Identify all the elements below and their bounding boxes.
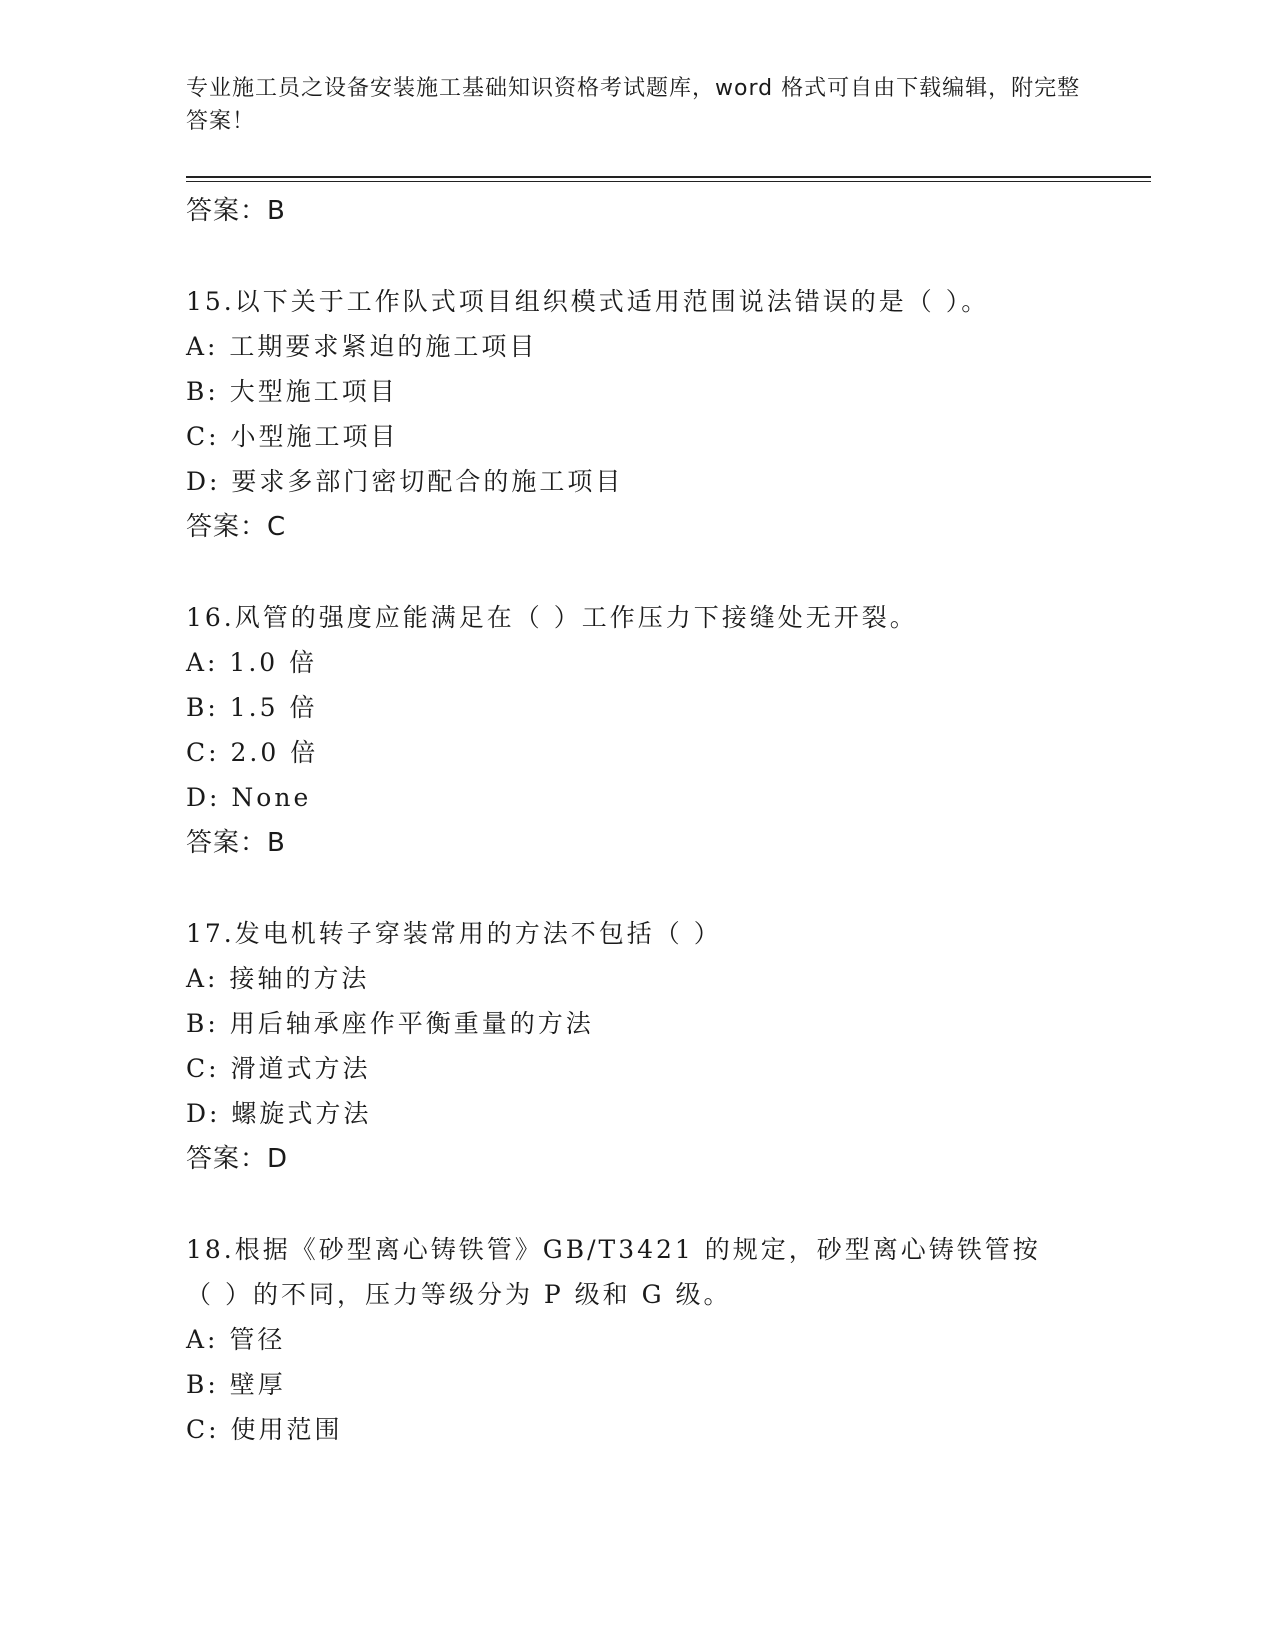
previous-answer: 答案：B <box>186 196 286 226</box>
answer-line: 答案：B <box>186 828 286 858</box>
question-stem: 18.根据《砂型离心铸铁管》GB/T3421 的规定，砂型离心铸铁管按（ ）的不同，压力等级分为 P 级和 G 级。 <box>186 1235 1041 1309</box>
option-d: D: 要求多部门密切配合的施工项目 <box>186 467 624 496</box>
option-d: D: None <box>186 783 312 812</box>
option-c: C: 2.0 倍 <box>186 738 319 767</box>
option-b: B: 1.5 倍 <box>186 693 318 722</box>
question-stem: 17.发电机转子穿装常用的方法不包括（ ） <box>186 919 722 948</box>
option-a: A: 工期要求紧迫的施工项目 <box>186 332 538 361</box>
answer-line: 答案：D <box>186 1144 289 1174</box>
option-b: B: 壁厚 <box>186 1370 286 1399</box>
question-17 <box>186 911 1066 1182</box>
option-a: A: 接轴的方法 <box>186 964 370 993</box>
option-b: B: 用后轴承座作平衡重量的方法 <box>186 1009 594 1038</box>
option-b: B: 大型施工项目 <box>186 377 398 406</box>
question-18 <box>186 1227 1066 1452</box>
question-list <box>186 188 1066 1452</box>
option-a: A: 1.0 倍 <box>186 648 318 677</box>
question-stem: 15.以下关于工作队式项目组织模式适用范围说法错误的是（ ）。 <box>186 287 990 316</box>
answer-line: 答案：C <box>186 512 287 542</box>
header-rule-thin <box>186 181 1151 182</box>
header-rule-thick <box>186 176 1151 178</box>
option-c: C: 小型施工项目 <box>186 422 399 451</box>
document-header: 专业施工员之设备安装施工基础知识资格考试题库，word 格式可自由下载编辑，附完整答案！ <box>186 76 1081 134</box>
question-15 <box>186 279 1066 550</box>
option-a: A: 管径 <box>186 1325 286 1354</box>
question-stem: 16.风管的强度应能满足在（ ）工作压力下接缝处无开裂。 <box>186 603 918 632</box>
question-16 <box>186 595 1066 866</box>
option-d: D: 螺旋式方法 <box>186 1099 372 1128</box>
option-c: C: 使用范围 <box>186 1415 343 1444</box>
option-c: C: 滑道式方法 <box>186 1054 371 1083</box>
